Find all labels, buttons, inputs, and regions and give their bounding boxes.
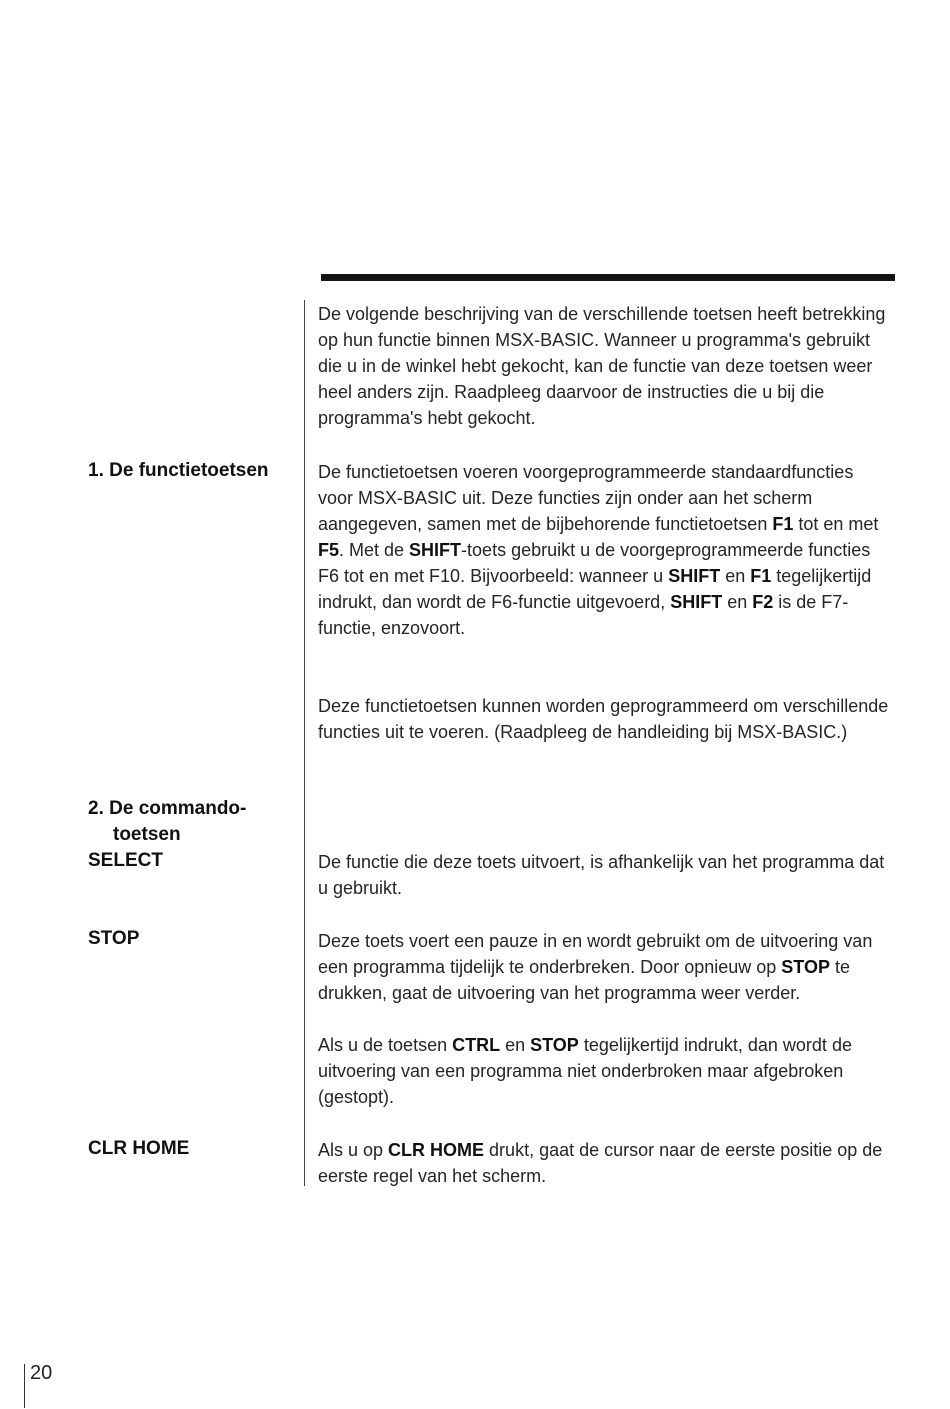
bold-key-name: CTRL	[452, 1035, 501, 1055]
intro-paragraph: De volgende beschrijving van de verschillende toetsen heeft betrekking op hun functie binnen MSX-BASIC. Wanneer u programma's gebruikt die u in de winkel hebt gekocht, kan de functie van deze toetsen weer heel anders zijn. Raadpleeg daarvoor de instructies die u bij die programma's hebt gekocht.	[318, 304, 886, 428]
bold-key-name: STOP	[530, 1035, 579, 1055]
bold-key-name: F5	[318, 540, 340, 560]
bold-key-name: CLR HOME	[388, 1140, 485, 1160]
bold-key-name: SHIFT	[668, 566, 721, 586]
bold-key-name: F1	[750, 566, 772, 586]
section-1-paragraph-1: De functietoetsen voeren voorgeprogrammeerde standaardfuncties voor MSX-BASIC uit. Deze functies zijn onder aan het scherm aangegeven, samen met de bijbehorende functietoetsen F1 tot en met F5. Met de SHIFT-toets gebruikt u de voorgeprogrammeerde functies F6 tot en met F10. Bijvoorbeeld: wanneer u SHIFT en F1 tegelijkertijd indrukt, dan wordt de F6-functie uitgevoerd, SHIFT en F2 is de F7-functie, enzovoort.	[318, 462, 879, 638]
ctrl-stop-description: Als u de toetsen CTRL en STOP tegelijkertijd indrukt, dan wordt de uitvoering van een programma niet onderbroken maar afgebroken (gestopt).	[318, 1035, 852, 1107]
stop-key-description: Deze toets voert een pauze in en wordt gebruikt om de uitvoering van een programma tijdelijk te onderbreken. Door opnieuw op STOP te drukken, gaat de uitvoering van het programma weer verder.	[318, 931, 873, 1003]
column-divider	[304, 300, 305, 1186]
section-2-heading-line-1: 2. De commando-	[88, 798, 247, 819]
section-1-heading: 1. De functietoetsen	[88, 460, 269, 481]
clr-home-key-label: CLR HOME	[88, 1138, 190, 1159]
select-key-label: SELECT	[88, 850, 163, 871]
bold-key-name: STOP	[781, 957, 830, 977]
top-rule	[321, 274, 895, 281]
page-number-rule	[24, 1364, 25, 1408]
page-number: 20	[30, 1362, 53, 1384]
section-2-heading	[88, 796, 246, 848]
clr-home-key-description: Als u op CLR HOME drukt, gaat de cursor naar de eerste positie op de eerste regel van het scherm.	[318, 1140, 883, 1186]
bold-key-name: F1	[772, 514, 794, 534]
bold-key-name: SHIFT	[409, 540, 462, 560]
section-1-paragraph-2: Deze functietoetsen kunnen worden geprogrammeerd om verschillende functies uit te voeren. (Raadpleeg de handleiding bij MSX-BASIC.)	[318, 696, 889, 742]
select-key-description: De functie die deze toets uitvoert, is afhankelijk van het programma dat u gebruikt.	[318, 852, 885, 898]
bold-key-name: F2	[752, 592, 774, 612]
stop-key-label: STOP	[88, 928, 140, 949]
section-2-heading-line-2: toetsen	[113, 824, 181, 845]
bold-key-name: SHIFT	[670, 592, 723, 612]
